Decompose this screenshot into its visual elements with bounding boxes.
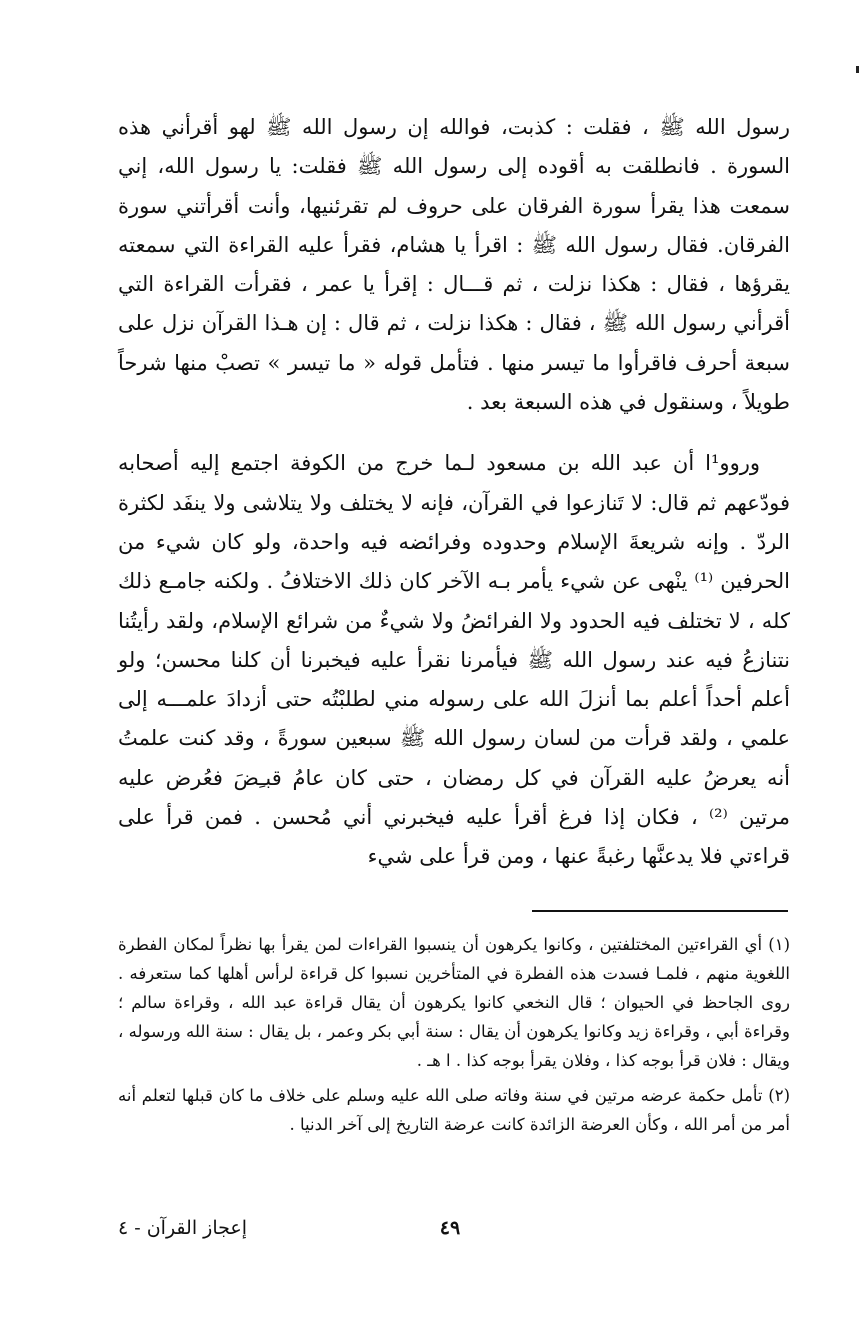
footnotes — [118, 930, 790, 1139]
footnote-1: (١) أي القراءتين المختلفتين ، وكانوا يكرهون أن ينسبوا القراءات لمن يقرأ بها نظراً لمكان الفطرة اللغوية منهم ، فلمـا فسدت هذه الفطرة في المتأخرين نسبوا كل قراءة لرأس أهلها كما ستعرفه . روى الجاحظ في الحيوان ؛ قال النخعي كانوا يكرهون أن يقال قراءة عبد الله ، وقراءة سالم ؛ وقراءة أبي ، وقراءة زيد وكانوا يكرهون أن يقال : سنة أبي بكر وعمر ، بل يقال : سنة الله ورسوله ، ويقال : فلان قرأ بوجه كذا ، وفلان يقرأ بوجه كذا . ا هـ . — [118, 935, 790, 1070]
footnote-divider — [532, 910, 788, 912]
main-text — [118, 108, 790, 877]
page-number: ٤٩ — [439, 1217, 461, 1239]
paragraph-2: وروو¹ا أن عبد الله بن مسعود لـما خرج من الكوفة اجتمع إليه أصحابه فودّعهم ثم قال: لا تَنازعوا في القرآن، فإنه لا يختلف ولا يتلاشى ولا ينفَد لكثرة الردّ . وإنه شريعةَ الإسلام وحدوده وفرائضه فيه واحدة، ولو كان شيء من الحرفين ⁽¹⁾ ينْهى عن شيء يأمر بـه الآخر كان ذلك الاختلافُ . ولكنه جامـع ذلك كله ، لا تختلف فيه الحدود ولا الفرائضُ ولا شيءٌ من شرائع الإسلام، ولقد رأيتُنا نتنازعُ فيه عند رسول الله ﷺ فيأمرنا نقرأ عليه فيخبرنا أن كلنا محسن؛ ولو أعلم أحداً أعلم بما أنزلَ الله على رسوله مني لطلبْتُه حتى أزدادَ علمـــه إلى علمي ، ولقد قرأت من لسان رسول الله ﷺ سبعين سورةً ، وقد كنت علمتُ أنه يعرضُ عليه القرآن في كل رمضان ، حتى كان عامُ قبـِضَ فعُرض عليه مرتين ⁽²⁾ ، فكان إذا فرغ أقرأ عليه فيخبرني أني مُحسن . فمن قرأ على قراءتي فلا يدعنَّها رغبةً عنها ، ومن قرأ على شيء — [118, 451, 790, 869]
paragraph-1: رسول الله ﷺ ، فقلت : كذبت، فوالله إن رسول الله ﷺ لهو أقرأني هذه السورة . فانطلقت به أقوده إلى رسول الله ﷺ فقلت: يا رسول الله، إني سمعت هذا يقرأ سورة الفرقان على حروف لم تقرئنيها، وأنت أقرأتني سورة الفرقان. فقال رسول الله ﷺ : اقرأ يا هشام، فقرأ عليه القراءة التي سمعته يقرؤها ، فقال : هكذا نزلت ، ثم قـــال : إقرأ يا عمر ، فقرأت القراءة التي أقرأني رسول الله ﷺ ، فقال : هكذا نزلت ، ثم قال : إن هـذا القرآن نزل على سبعة أحرف فاقرأوا ما تيسر منها . فتأمل قوله « ما تيسر » تصبْ منها شرحاً طويلاً ، وسنقول في هذه السبعة بعد . — [118, 115, 791, 415]
scan-edge-mark — [856, 66, 859, 73]
footnote-2: (٢) تأمل حكمة عرضه مرتين في سنة وفاته صلى الله عليه وسلم على خلاف ما كان قبلها لتعلم أنه أمر من أمر الله ، وكأن العرضة الزائدة كانت عرضة التاريخ إلى آخر الدنيا . — [118, 1086, 790, 1134]
running-title: إعجاز القرآن - ٤ — [118, 1217, 247, 1239]
